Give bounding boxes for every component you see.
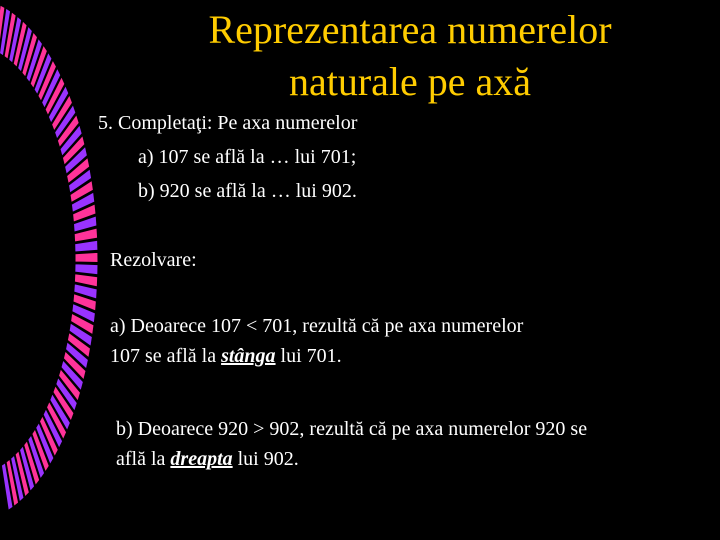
solution-a-answer: stânga xyxy=(221,345,276,367)
spiral-wedge xyxy=(75,240,98,252)
exercise-item-a: a) 107 se află la … lui 701; xyxy=(138,146,357,168)
solution-a-line-1: a) Deoarece 107 < 701, rezultă că pe axa numerelor xyxy=(110,315,524,337)
solution-a-text-before: 107 se află la xyxy=(110,345,222,367)
title-line-2: naturale pe axă xyxy=(288,59,532,104)
slide-title xyxy=(130,4,690,108)
solution-b-line-1: b) Deoarece 920 > 902, rezultă că pe axa numerelor 920 se xyxy=(116,418,588,440)
exercise-item-b: b) 920 se află la … lui 902. xyxy=(138,180,357,202)
solution-b-line-2 xyxy=(116,447,299,471)
exercise-prompt: 5. Completaţi: Pe axa numerelor xyxy=(98,112,358,134)
solution-b-text-before: află la xyxy=(116,448,171,470)
solution-heading: Rezolvare: xyxy=(110,249,197,271)
solution-b-answer: dreapta xyxy=(170,448,233,470)
title-line-1: Reprezentarea numerelor xyxy=(208,7,612,52)
spiral-wedge xyxy=(75,252,98,262)
spiral-wedge xyxy=(75,264,98,275)
decorative-spiral-border xyxy=(0,0,100,540)
solution-b-text-after: lui 902. xyxy=(232,448,299,470)
solution-a-text-after: lui 701. xyxy=(275,345,342,367)
solution-a-line-2 xyxy=(110,344,342,368)
